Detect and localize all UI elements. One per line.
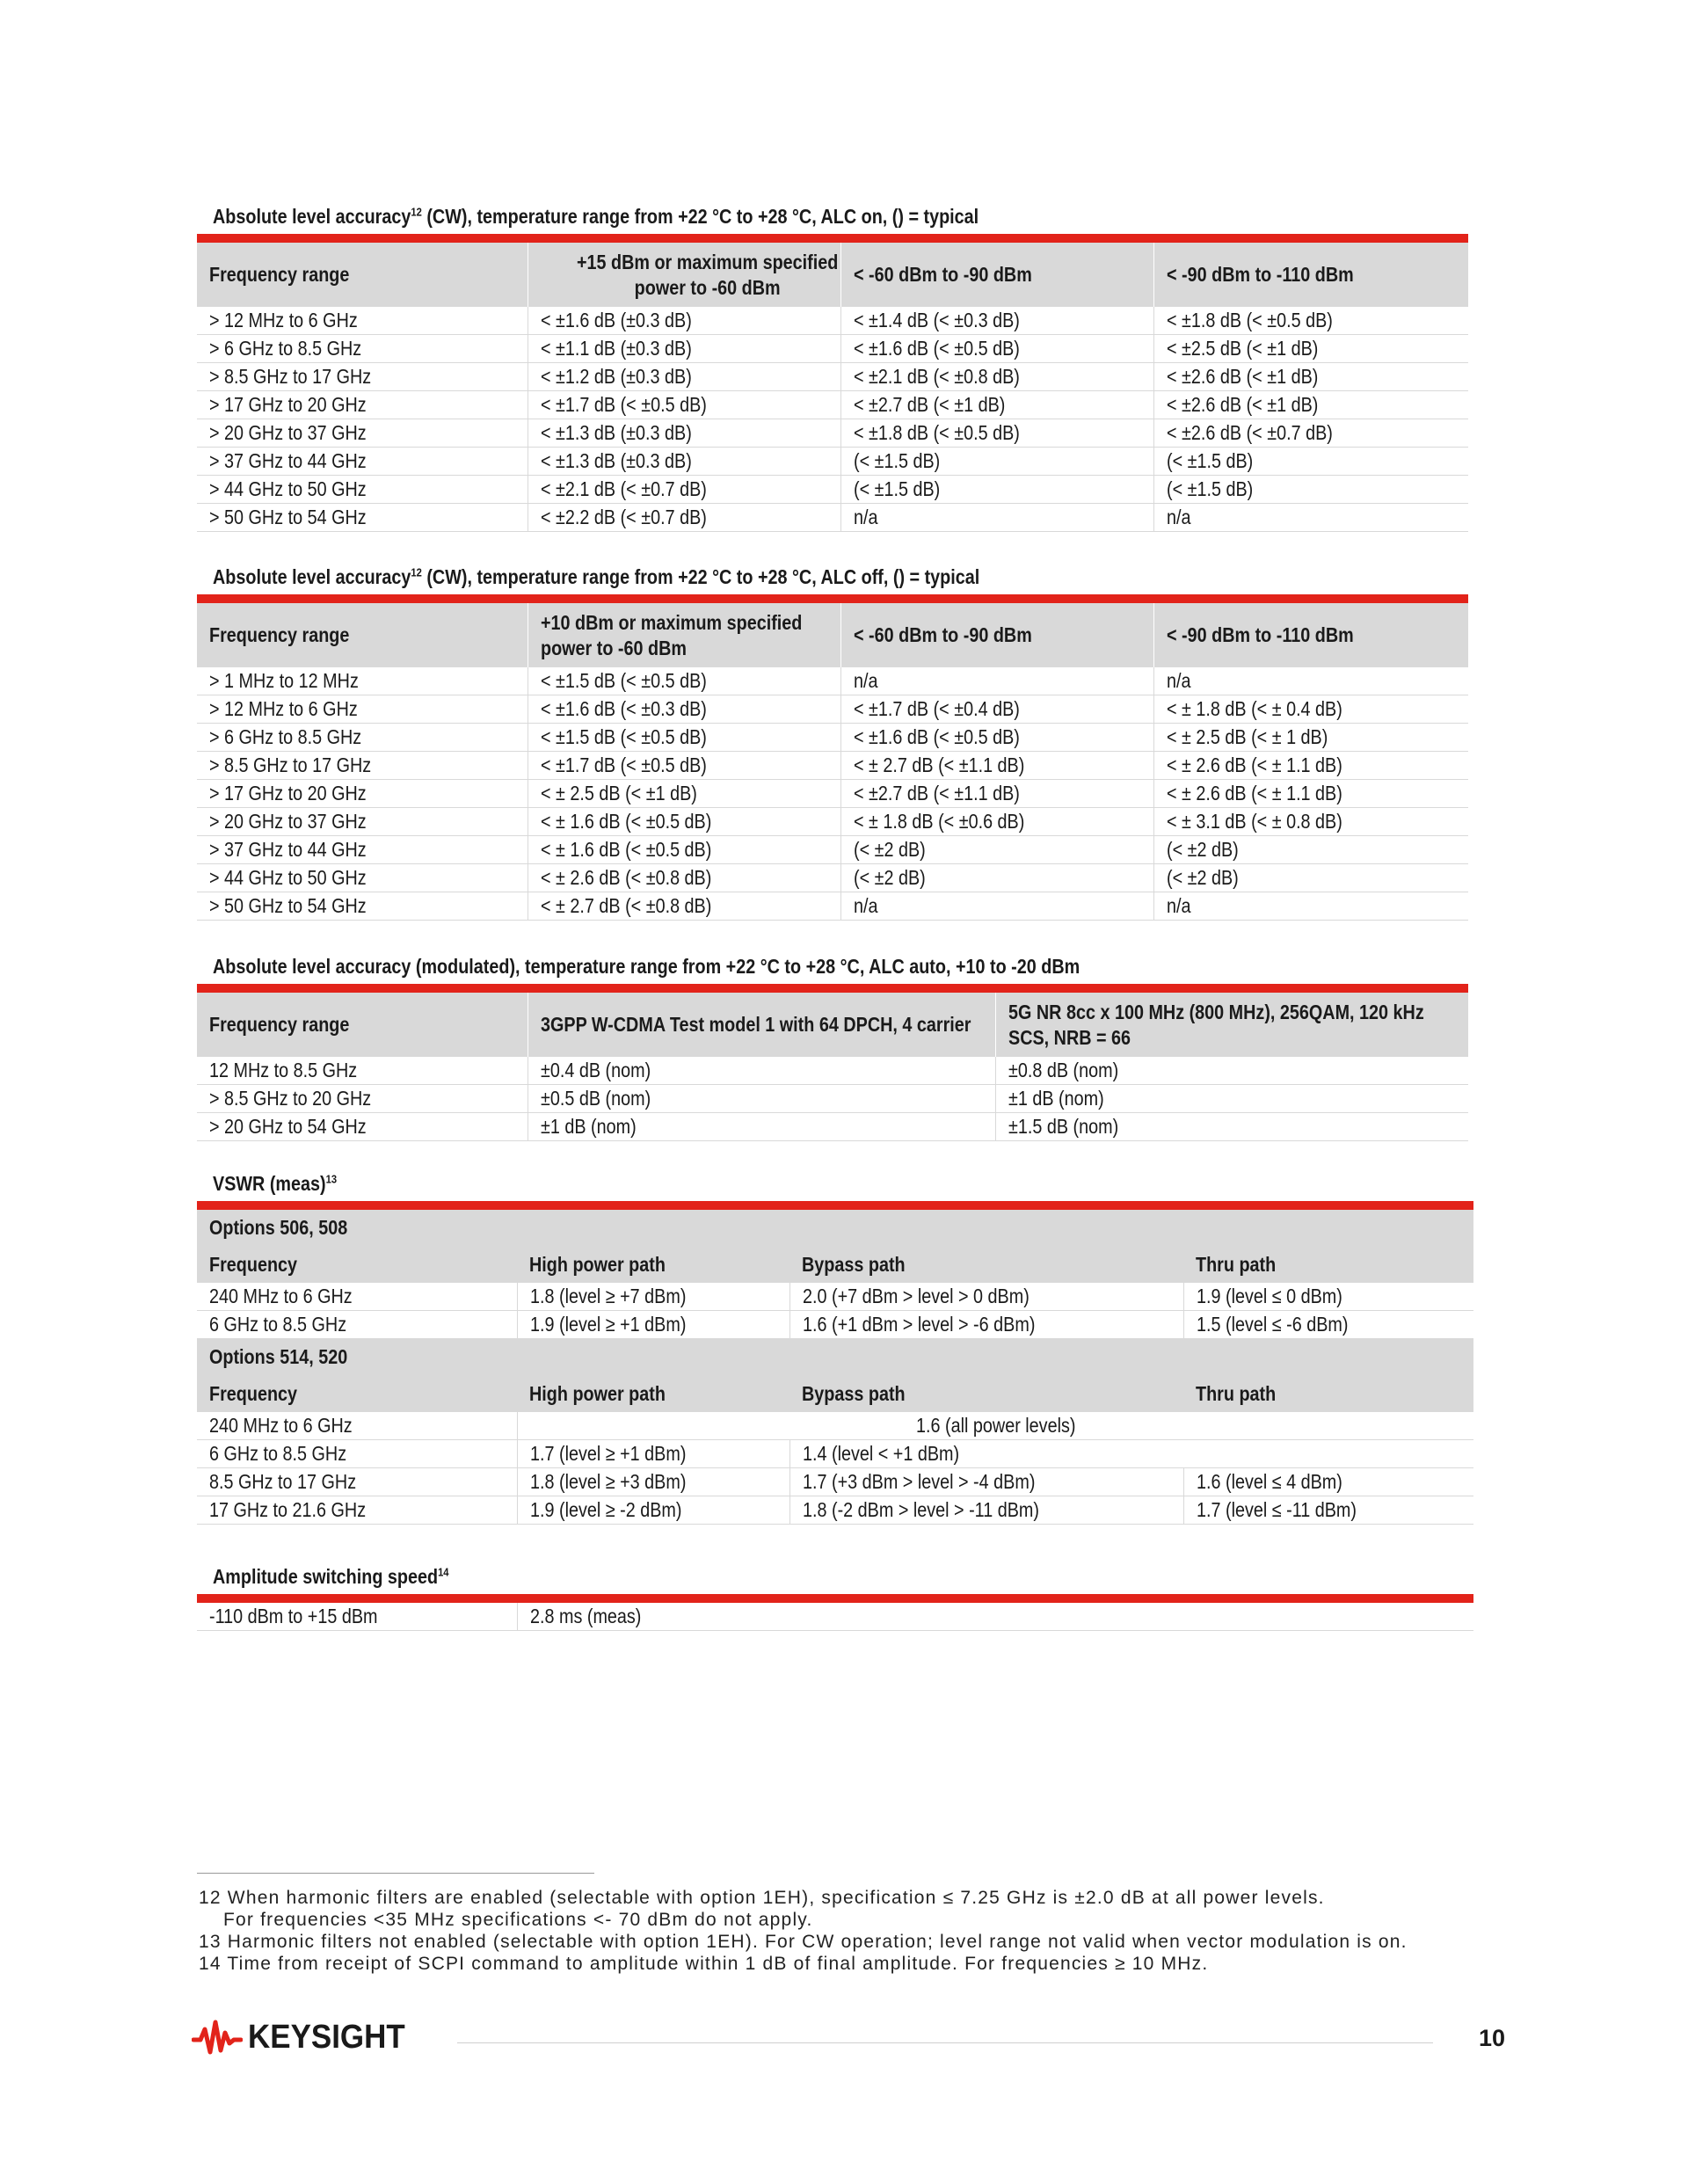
table-row: > 8.5 GHz to 17 GHz < ±1.7 dB (< ±0.5 dB) < ± 2.7 dB (< ±1.1 dB) < ± 2.6 dB (< ± 1.1 dB) [197, 752, 1468, 780]
table3-title: Absolute level accuracy (modulated), temperature range from +22 °C to +28 °C, ALC auto, +10 to -20 dBm [213, 955, 1080, 978]
footnotes [199, 1887, 1408, 1975]
table-row: > 1 MHz to 12 MHz < ±1.5 dB (< ±0.5 dB) n/a n/a [197, 667, 1468, 695]
table-header-row: Frequency range +15 dBm or maximum specified power to -60 dBm < -60 dBm to -90 dBm < -90 dBm to -110 dBm [197, 238, 1468, 307]
alc-on-accuracy-table [197, 234, 1468, 532]
keysight-wave-icon [192, 2017, 243, 2057]
table-row: 12 MHz to 8.5 GHz ±0.4 dB (nom) ±0.8 dB (nom) [197, 1057, 1468, 1085]
table-header-row: Frequency High power path Bypass path Thru path [197, 1246, 1473, 1283]
table-row: 6 GHz to 8.5 GHz 1.9 (level ≥ +1 dBm) 1.6 (+1 dBm > level > -6 dBm) 1.5 (level ≤ -6 dBm) [197, 1311, 1473, 1339]
table-row: > 12 MHz to 6 GHz < ±1.6 dB (±0.3 dB) < ±1.4 dB (< ±0.3 dB) < ±1.8 dB (< ±0.5 dB) [197, 307, 1468, 335]
table-row: > 20 GHz to 37 GHz < ± 1.6 dB (< ±0.5 dB) < ± 1.8 dB (< ±0.6 dB) < ± 3.1 dB (< ± 0.8 dB) [197, 808, 1468, 836]
vswr-table [197, 1201, 1473, 1525]
table-row: > 44 GHz to 50 GHz < ± 2.6 dB (< ±0.8 dB) (< ±2 dB) (< ±2 dB) [197, 864, 1468, 892]
table-row: > 44 GHz to 50 GHz < ±2.1 dB (< ±0.7 dB) (< ±1.5 dB) (< ±1.5 dB) [197, 476, 1468, 504]
table-row: 17 GHz to 21.6 GHz 1.9 (level ≥ -2 dBm) 1.8 (-2 dBm > level > -11 dBm) 1.7 (level ≤ -11 dBm) [197, 1496, 1473, 1525]
table-row: > 37 GHz to 44 GHz < ± 1.6 dB (< ±0.5 dB) (< ±2 dB) (< ±2 dB) [197, 836, 1468, 864]
table-row: > 12 MHz to 6 GHz < ±1.6 dB (< ±0.3 dB) < ±1.7 dB (< ±0.4 dB) < ± 1.8 dB (< ± 0.4 dB) [197, 695, 1468, 724]
table5-title: Amplitude switching speed$^{14}$ [213, 1565, 449, 1588]
table-row: > 17 GHz to 20 GHz < ± 2.5 dB (< ±1 dB) < ±2.7 dB (< ±1.1 dB) < ± 2.6 dB (< ± 1.1 dB) [197, 780, 1468, 808]
table-row: > 8.5 GHz to 17 GHz < ±1.2 dB (±0.3 dB) < ±2.1 dB (< ±0.8 dB) < ±2.6 dB (< ±1 dB) [197, 363, 1468, 391]
footnote-13: 13 Harmonic filters not enabled (selectable with option 1EH). For CW operation; level range not valid when vector modulation is on. [199, 1932, 1408, 1952]
footnote-12: 12 When harmonic filters are enabled (selectable with option 1EH), specification ≤ 7.25 GHz is ±2.0 dB at all power levels. [199, 1888, 1325, 1908]
amplitude-switching-table [197, 1594, 1473, 1631]
table-header-row: Frequency High power path Bypass path Thru path [197, 1375, 1473, 1412]
footnote-12-continued: For frequencies <35 MHz specifications <- 70 dBm do not apply. [223, 1910, 813, 1930]
table1-title: Absolute level accuracy$^{12}$ (CW), temperature range from +22 °C to +28 °C, ALC on, () = typical [213, 205, 979, 228]
table-row: > 20 GHz to 37 GHz < ±1.3 dB (±0.3 dB) < ±1.8 dB (< ±0.5 dB) < ±2.6 dB (< ±0.7 dB) [197, 419, 1468, 448]
table-row: > 8.5 GHz to 20 GHz ±0.5 dB (nom) ±1 dB (nom) [197, 1085, 1468, 1113]
table-row: > 37 GHz to 44 GHz < ±1.3 dB (±0.3 dB) (< ±1.5 dB) (< ±1.5 dB) [197, 448, 1468, 476]
table-row: > 50 GHz to 54 GHz < ±2.2 dB (< ±0.7 dB) n/a n/a [197, 504, 1468, 532]
table-row: > 50 GHz to 54 GHz < ± 2.7 dB (< ±0.8 dB) n/a n/a [197, 892, 1468, 921]
table4-title: VSWR (meas)$^{13}$ [213, 1172, 338, 1195]
table-row: 6 GHz to 8.5 GHz 1.7 (level ≥ +1 dBm) 1.4 (level < +1 dBm) [197, 1440, 1473, 1468]
brand-name: KEYSIGHT [248, 2018, 405, 2056]
footnote-divider [197, 1873, 594, 1874]
page-number: 10 [1479, 2025, 1506, 2051]
table-row: > 17 GHz to 20 GHz < ±1.7 dB (< ±0.5 dB) < ±2.7 dB (< ±1 dB) < ±2.6 dB (< ±1 dB) [197, 391, 1468, 419]
footer-divider [457, 2042, 1433, 2043]
table2-title: Absolute level accuracy$^{12}$ (CW), temperature range from +22 °C to +28 °C, ALC off, () = typical [213, 565, 980, 588]
alc-off-accuracy-table [197, 594, 1468, 921]
options-group-row: Options 506, 508 [197, 1205, 1473, 1246]
table-row: > 6 GHz to 8.5 GHz < ±1.5 dB (< ±0.5 dB) < ±1.6 dB (< ±0.5 dB) < ± 2.5 dB (< ± 1 dB) [197, 724, 1468, 752]
table-header-row: Frequency range +10 dBm or maximum specified power to -60 dBm < -60 dBm to -90 dBm < -90 dBm to -110 dBm [197, 599, 1468, 667]
options-group-row: Options 514, 520 [197, 1339, 1473, 1376]
table-header-row: Frequency range 3GPP W-CDMA Test model 1 with 64 DPCH, 4 carrier 5G NR 8cc x 100 MHz (800 MHz), 256QAM, 120 kHz SCS, NRB = 66 [197, 988, 1468, 1057]
table-row: 8.5 GHz to 17 GHz 1.8 (level ≥ +3 dBm) 1.7 (+3 dBm > level > -4 dBm) 1.6 (level ≤ 4 dBm) [197, 1468, 1473, 1496]
table-row: > 6 GHz to 8.5 GHz < ±1.1 dB (±0.3 dB) < ±1.6 dB (< ±0.5 dB) < ±2.5 dB (< ±1 dB) [197, 335, 1468, 363]
table-row: 240 MHz to 6 GHz 1.8 (level ≥ +7 dBm) 2.0 (+7 dBm > level > 0 dBm) 1.9 (level ≤ 0 dBm) [197, 1283, 1473, 1311]
table-row: 240 MHz to 6 GHz 1.6 (all power levels) [197, 1412, 1473, 1440]
table-row: -110 dBm to +15 dBm 2.8 ms (meas) [197, 1598, 1473, 1631]
keysight-logo [192, 2017, 418, 2057]
table-row: > 20 GHz to 54 GHz ±1 dB (nom) ±1.5 dB (nom) [197, 1113, 1468, 1141]
modulated-accuracy-table [197, 984, 1468, 1141]
footnote-14: 14 Time from receipt of SCPI command to amplitude within 1 dB of final amplitude. For frequencies ≥ 10 MHz. [199, 1954, 1209, 1974]
